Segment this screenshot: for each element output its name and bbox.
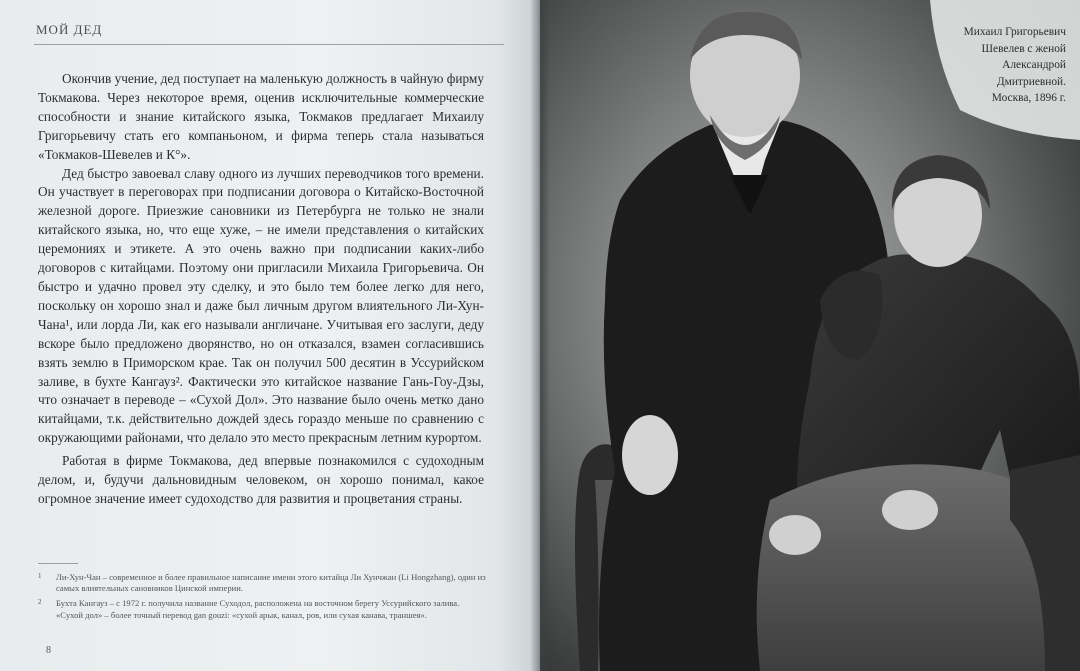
footnote-number: 1 (38, 572, 42, 580)
paragraph: Дед быстро завоевал славу одного из лучших переводчиков того времени. Он участвует в переговорах при подписании договора о Китайско-Восточной железной дороге. Приезжие сановники из Петербурга не только не знали китайского языка, но, что еще хуже, – не имели представления о китайских церемониях и этикете. А это очень важно при подписании каких-либо договоров с китайцами. Поэтому они пригласили Михаила Григорьевича. Он быстро и удачно провел эту сделку, и это было тем более легко для него, поскольку он хорошо знал и даже был личным другом влиятельного Ли-Хун-Чана¹, или лорда Ли, как его называли англичане. Учитывая его заслуги, деду вскоре было предложено дворянство, но он отказался, взамен согласившись взять землю в Приморском крае. Так он получил 500 десятин в Уссурийском заливе, в бухте Кангауз². Фактически это китайское название Гань-Гоу-Дзы, что означает в переводе – «Сухой Дол». Это название было очень метко дано китайцами, т.к. действительно дождей здесь гораздо меньше по сравнению с окружающими районами, что делало это место прекрасным летним курортом. (38, 165, 484, 446)
photo-caption (926, 24, 1066, 107)
book-gutter (530, 0, 550, 671)
page-number: 8 (46, 645, 51, 656)
caption-line: Шевелев с женой (981, 42, 1066, 55)
paragraph: Работая в фирме Токмакова, дед впервые познакомился с судоходным делом, и, будучи дальновидным человеком, он хорошо понимал, какое огромное значение имеет судоходство для развития и процветания страны. (38, 453, 484, 506)
footnote (38, 598, 488, 620)
caption-line: Дмитриевной. (996, 75, 1066, 88)
running-head: МОЙ ДЕД (36, 22, 103, 37)
caption-line: Александрой (1002, 59, 1066, 72)
caption-line: Михаил Григорьевич (963, 26, 1066, 38)
footnote-text: Ли-Хун-Чан – современное и более правильное написание имени этого китайца Ли Хунчжан (Li Hongzhang), один из самых влиятельных сановников Цинской империи. (56, 572, 486, 594)
footnotes (38, 572, 488, 625)
footnote (38, 572, 488, 594)
footnote-rule (38, 563, 78, 564)
header-rule (34, 44, 504, 45)
right-page (540, 0, 1080, 671)
footnote-number: 2 (38, 598, 42, 607)
footnote-text: Бухта Кангауз – с 1972 г. получила название Суходол, расположена на восточном берегу Уссурийского залива. «Сухой дол» – более точный перевод gan gouzi: «сухой арык, канал, ров, или сухая канава, траншея». (56, 598, 460, 620)
body-text (38, 70, 484, 509)
paragraph: Окончив учение, дед поступает на маленькую должность в чайную фирму Токмакова. Через некоторое время, оценив исключительные коммерческие способности и знание китайского языка, Токмаков предлагает Михаилу Григорьевичу стать его компаньоном, и фирма теперь стала называться «Токмаков-Шевелев и К°». (38, 71, 484, 162)
caption-line: Москва, 1896 г. (991, 92, 1066, 105)
